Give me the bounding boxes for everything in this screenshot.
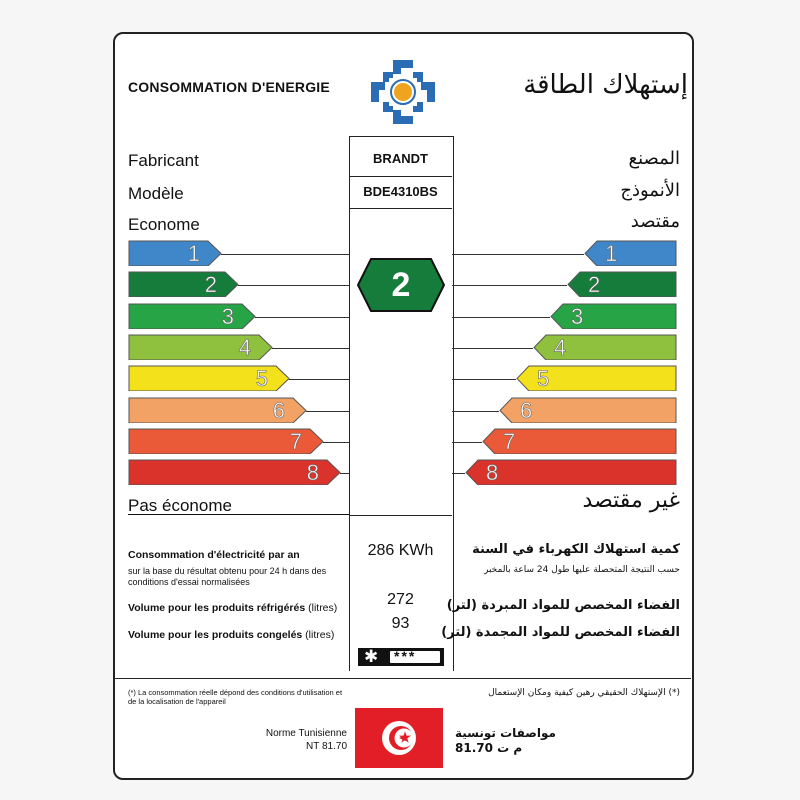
footnote-ar: (*) الإستهلاك الحقيقي رهين كيفية ومكان الإستعمال: [488, 688, 680, 698]
class-arrow-left-1: [128, 240, 223, 266]
not-efficient-label-ar: غير مقتصد: [582, 488, 680, 513]
footnote-fr: (*) La consommation réelle dépond des conditions d'utilisation et de la localisation de l'appareil: [128, 688, 343, 706]
consumption-note: sur la base du résultat obtenu pour 24 h dans des conditions d'essai normalisées: [128, 566, 327, 587]
class-label: 8: [306, 460, 319, 485]
class-arrow-right-8: [465, 459, 679, 485]
class-arrow-right-5: [516, 365, 679, 391]
tunisia-flag-icon: [355, 708, 443, 768]
consumption-note-ar: حسب النتيجة المتحصلة عليها طول 24 ساعة بالمخبر: [484, 565, 680, 575]
guide-line: [306, 411, 349, 412]
class-label: 6: [272, 398, 285, 423]
class-label: 7: [503, 429, 516, 454]
logo-icon: [369, 58, 437, 126]
guide-line: [452, 317, 550, 318]
freezer-volume-label-ar: الفضاء المخصص للمواد المجمدة (لتر): [441, 625, 680, 640]
efficient-label: Econome: [128, 215, 200, 234]
divider: [349, 208, 452, 209]
class-label: 5: [537, 366, 550, 391]
norm-ar: مواصفات تونسية م ت 81.70: [455, 726, 556, 755]
guide-line: [452, 254, 584, 255]
fridge-volume-label: Volume pour les produits réfrigérés (litres): [128, 602, 338, 614]
class-arrow-left-8: [128, 459, 342, 485]
class-arrow-left-5: [128, 365, 291, 391]
consumption-value: 286 KWh: [367, 542, 434, 559]
class-arrow-right-2: [567, 271, 679, 297]
class-label: 7: [289, 429, 302, 454]
class-label: 5: [255, 366, 268, 391]
freezer-volume-label: Volume pour les produits congelés (litres): [128, 629, 335, 641]
guide-line: [289, 379, 349, 380]
guide-line: [452, 411, 499, 412]
divider: [349, 176, 452, 177]
manufacturer-label: Fabricant: [128, 151, 199, 170]
class-label: 2: [204, 272, 217, 297]
model-label: Modèle: [128, 184, 184, 203]
manufacturer-value: BRANDT: [373, 151, 428, 166]
class-arrow-right-3: [550, 303, 679, 329]
guide-line: [340, 473, 349, 474]
divider: [349, 515, 452, 516]
guide-line: [221, 254, 349, 255]
underline: [128, 514, 349, 515]
class-arrow-left-6: [128, 397, 308, 423]
rating-value: 2: [391, 266, 411, 304]
fridge-volume-label-ar: الفضاء المخصص للمواد المبردة (لتر): [446, 598, 680, 613]
class-label: 2: [588, 272, 601, 297]
class-label: 1: [605, 241, 618, 266]
guide-line: [452, 473, 465, 474]
guide-line: [238, 285, 349, 286]
guide-line: [323, 442, 349, 443]
class-label: 8: [486, 460, 499, 485]
class-label: 4: [554, 335, 567, 360]
class-label: 4: [238, 335, 251, 360]
guide-line: [452, 442, 482, 443]
consumption-label: Consommation d'électricité par an: [128, 549, 300, 561]
consumption-label-ar: كمية استهلاك الكهرباء في السنة: [472, 542, 680, 557]
class-arrow-right-7: [482, 428, 679, 454]
star-icons: ***: [394, 648, 417, 664]
class-label: 3: [221, 304, 234, 329]
efficient-label-ar: مقتصد: [630, 211, 680, 232]
class-label: 3: [571, 304, 584, 329]
guide-line: [255, 317, 349, 318]
manufacturer-label-ar: المصنع: [628, 148, 680, 169]
class-arrow-left-3: [128, 303, 257, 329]
class-arrow-left-2: [128, 271, 240, 297]
guide-line: [452, 285, 567, 286]
class-arrow-right-4: [533, 334, 679, 360]
freezer-star-rating: [358, 648, 444, 666]
title-ar: إستهلاك الطاقة: [523, 70, 688, 100]
title-fr: CONSOMMATION D'ENERGIE: [128, 79, 330, 95]
guide-line: [452, 379, 516, 380]
guide-line: [272, 348, 349, 349]
not-efficient-label: Pas économe: [128, 496, 232, 515]
model-value: BDE4310BS: [363, 184, 438, 199]
divider: [115, 678, 691, 679]
snowflake-icon: ✱: [364, 647, 379, 666]
class-label: 1: [187, 241, 200, 266]
freezer-volume-value: 93: [391, 615, 410, 632]
guide-line: [452, 348, 533, 349]
class-arrow-right-1: [584, 240, 679, 266]
class-arrow-left-4: [128, 334, 274, 360]
norm-fr: Norme Tunisienne NT 81.70: [265, 728, 347, 752]
fridge-volume-value: 272: [387, 591, 414, 608]
class-label: 6: [520, 398, 533, 423]
model-label-ar: الأنموذج: [620, 180, 680, 201]
rating-arrow: [357, 258, 445, 312]
class-arrow-left-7: [128, 428, 325, 454]
class-arrow-right-6: [499, 397, 679, 423]
